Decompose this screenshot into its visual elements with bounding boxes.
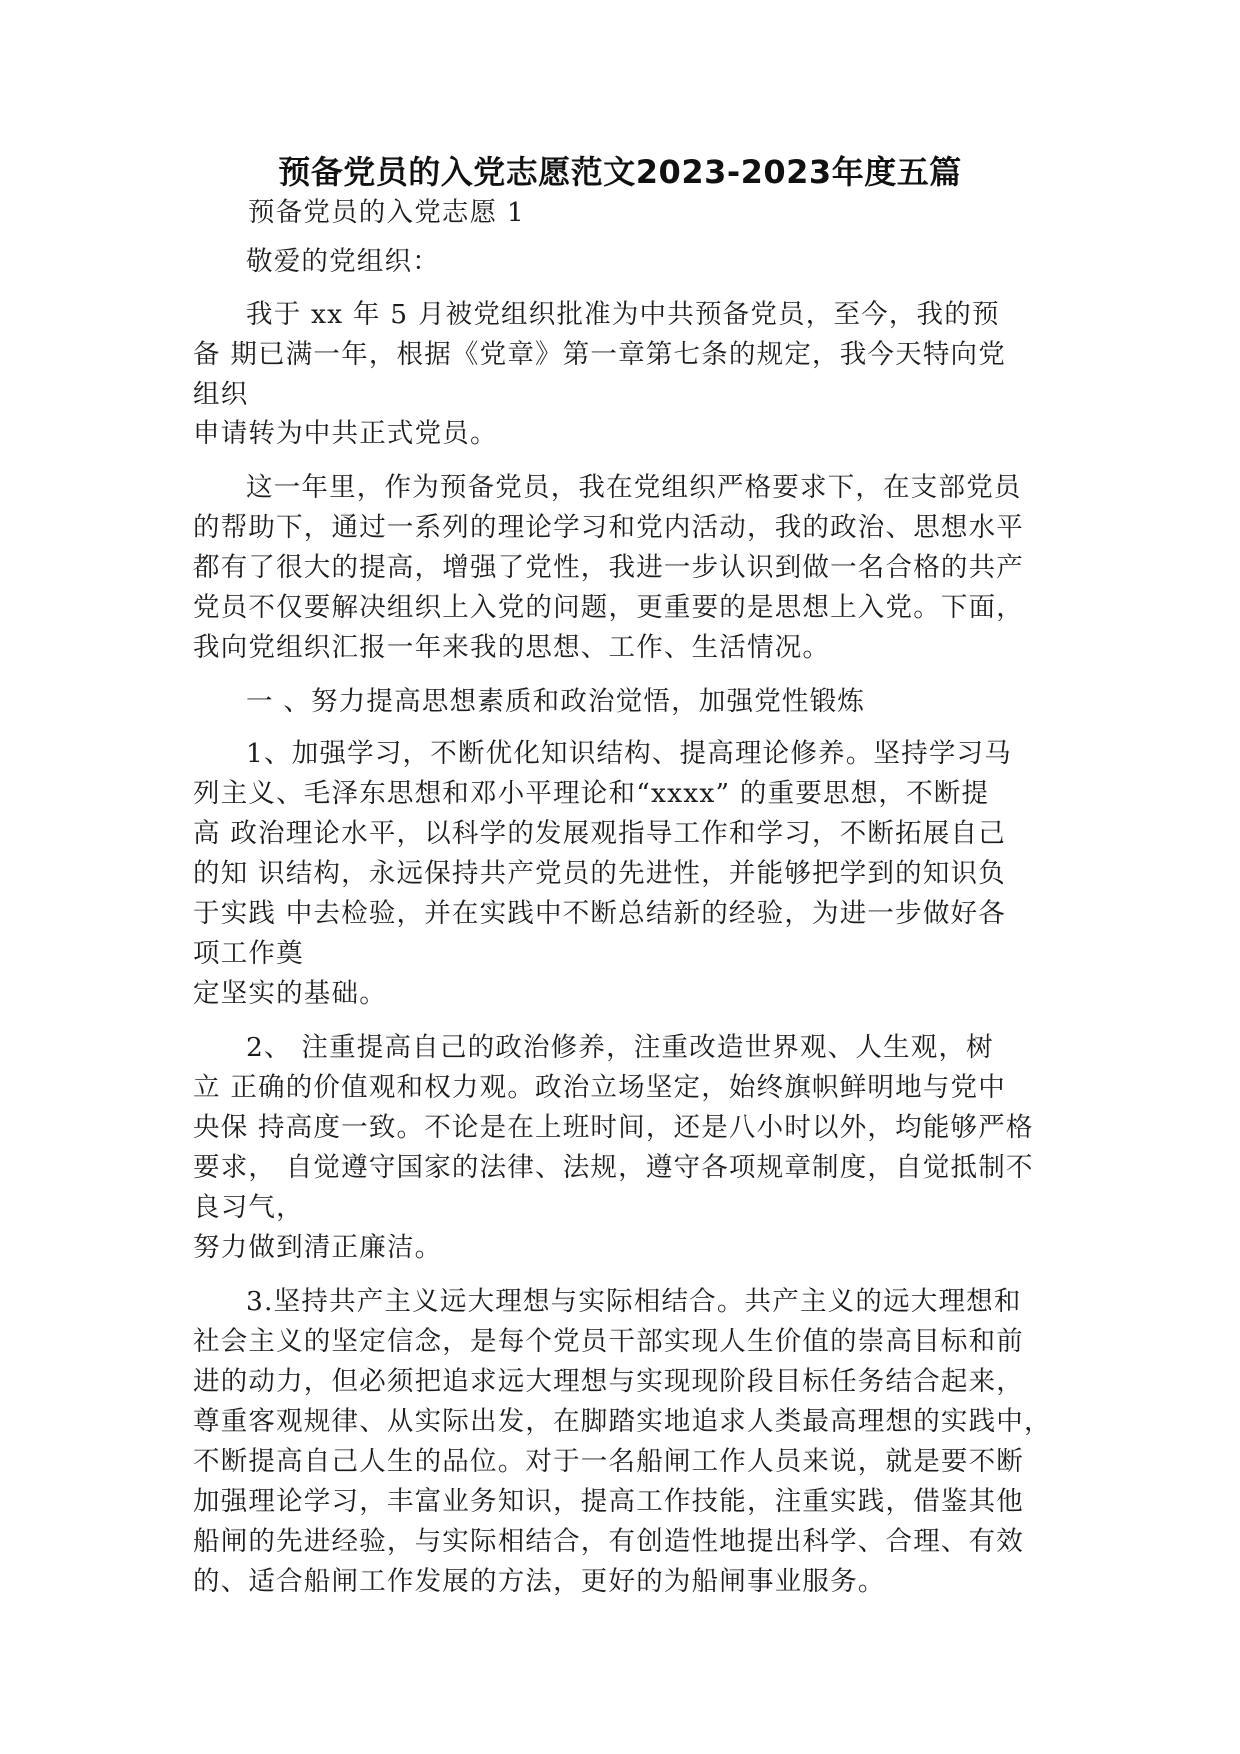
paragraph-line: 立 正确的价值观和权力观。政治立场坚定，始终旗帜鲜明地与党中	[193, 1072, 1006, 1103]
paragraph-line: 的帮助下，通过一系列的理论学习和党内活动，我的政治、思想水平	[193, 512, 1024, 543]
document-title: 预备党员的入党志愿范文2023-2023年度五篇	[278, 153, 962, 191]
paragraph-line: 的知 识结构，永远保持共产党员的先进性，并能够把学到的知识负	[193, 858, 1006, 889]
paragraph-line: 这一年里，作为预备党员，我在党组织严格要求下，在支部党员	[246, 472, 1022, 503]
paragraph-line: 组织	[193, 379, 249, 410]
paragraph-line: 要求， 自觉遵守国家的法律、法规，遵守各项规章制度，自觉抵制不	[193, 1152, 1034, 1183]
paragraph-line: 于实践 中去检验，并在实践中不断总结新的经验，为进一步做好各	[193, 898, 1006, 929]
paragraph-line: 船闸的先进经验，与实际相结合，有创造性地提出科学、合理、有效	[193, 1526, 1024, 1557]
paragraph-line: 项工作奠	[193, 938, 304, 969]
paragraph-line: 我向党组织汇报一年来我的思想、工作、生活情况。	[193, 632, 831, 663]
paragraph-line: 良习气，	[193, 1192, 304, 1223]
subheading: 一 、努力提高思想素质和政治觉悟，加强党性锻炼	[246, 686, 866, 717]
paragraph-line: 党员不仅要解决组织上入党的问题，更重要的是思想上入党。下面，	[193, 592, 1024, 623]
paragraph-line: 努力做到清正廉洁。	[193, 1232, 443, 1263]
paragraph-line: 的、适合船闸工作发展的方法，更好的为船闸事业服务。	[193, 1566, 886, 1597]
paragraph-line: 1、加强学习，不断优化知识结构、提高理论修养。坚持学习马	[246, 738, 1012, 769]
paragraph-line: 备 期已满一年，根据《党章》第一章第七条的规定，我今天特向党	[193, 339, 1006, 370]
paragraph-line: 进的动力，但必须把追求远大理想与实现现阶段目标任务结合起来，	[193, 1366, 1024, 1397]
paragraph-line: 都有了很大的提高，增强了党性，我进一步认识到做一名合格的共产	[193, 552, 1024, 583]
paragraph-line: 尊重客观规律、从实际出发，在脚踏实地追求人类最高理想的实践中，	[193, 1406, 1052, 1437]
paragraph-line: 2、 注重提高自己的政治修养，注重改造世界观、人生观，树	[246, 1032, 994, 1063]
paragraph-line: 我于 xx 年 5 月被党组织批准为中共预备党员，至今，我的预	[246, 299, 1000, 330]
paragraph-line: 央保 持高度一致。不论是在上班时间，还是八小时以外，均能够严格	[193, 1112, 1034, 1143]
paragraph-line: 高 政治理论水平，以科学的发展观指导工作和学习，不断拓展自己	[193, 818, 1006, 849]
paragraph-line: 定坚实的基础。	[193, 978, 387, 1009]
paragraph-line: 列主义、毛泽东思想和邓小平理论和“xxxx” 的重要思想，不断提	[193, 778, 990, 809]
paragraph-line: 社会主义的坚定信念，是每个党员干部实现人生价值的崇高目标和前	[193, 1326, 1024, 1357]
salutation: 敬爱的党组织：	[246, 246, 440, 277]
paragraph-line: 3.坚持共产主义远大理想与实际相结合。共产主义的远大理想和	[246, 1286, 1022, 1317]
paragraph-line: 加强理论学习，丰富业务知识，提高工作技能，注重实践，借鉴其他	[193, 1486, 1024, 1517]
paragraph-line: 不断提高自己人生的品位。对于一名船闸工作人员来说，就是要不断	[193, 1446, 1024, 1477]
section-heading: 预备党员的入党志愿 1	[248, 197, 525, 228]
paragraph-line: 申请转为中共正式党员。	[193, 418, 498, 449]
